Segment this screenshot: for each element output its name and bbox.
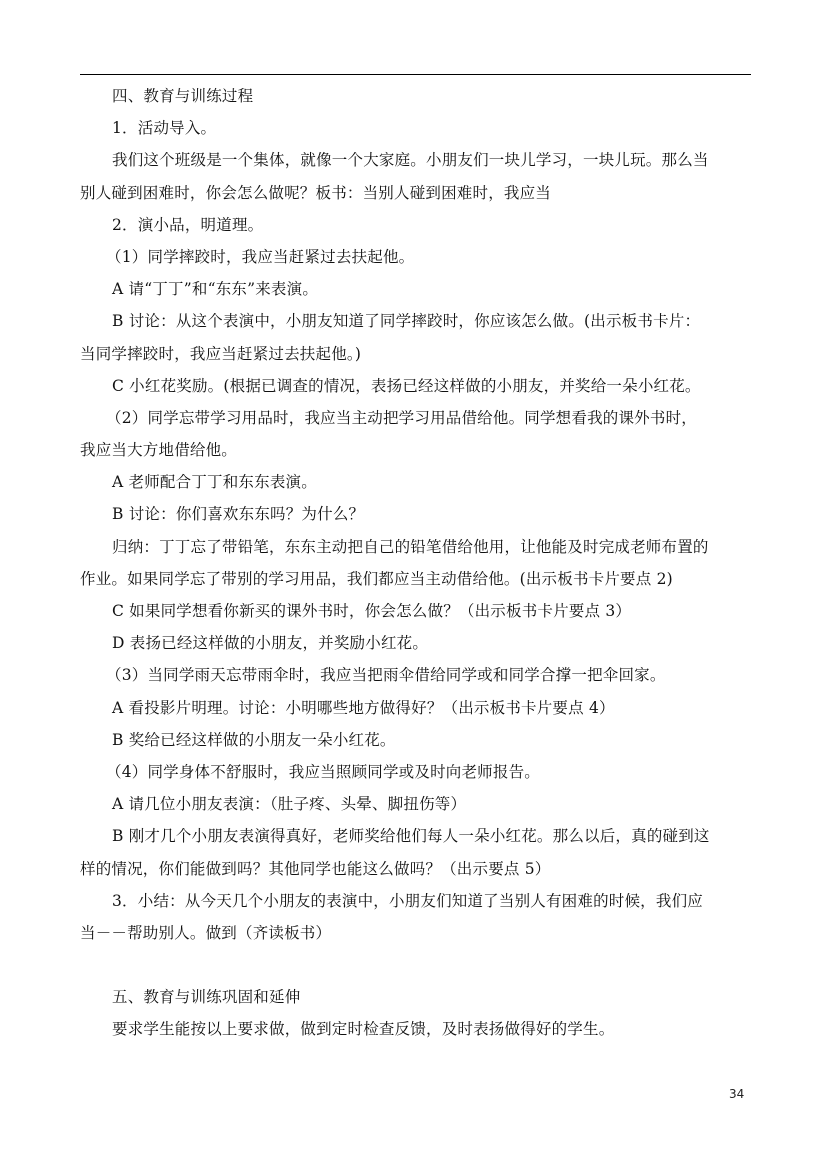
paragraph-line: A 看投影片明理。讨论：小明哪些地方做得好？（出示板书卡片要点 4）	[112, 698, 615, 717]
section-heading-5: 五、教育与训练巩固和延伸	[112, 988, 301, 1007]
paragraph-line: A 请“丁丁”和“东东”来表演。	[112, 280, 319, 299]
paragraph-line: A 请几位小朋友表演：（肚子疼、头晕、脚扭伤等）	[112, 795, 467, 814]
paragraph-line: 2．演小品，明道理。	[112, 215, 264, 234]
header-rule	[80, 74, 751, 75]
paragraph-line: （3）当同学雨天忘带雨伞时，我应当把雨伞借给同学或和同学合撑一把伞回家。	[106, 666, 666, 685]
paragraph-line: 当－－帮助别人。做到（齐读板书）	[80, 923, 332, 942]
paragraph-line: （1）同学摔跤时，我应当赶紧过去扶起他。	[106, 247, 415, 266]
paragraph-line: 要求学生能按以上要求做，做到定时检查反馈，及时表扬做得好的学生。	[112, 1020, 615, 1039]
paragraph-line: 3．小结：从今天几个小朋友的表演中，小朋友们知道了当别人有困难的时候，我们应	[112, 891, 703, 910]
paragraph-line: 作业。如果同学忘了带别的学习用品，我们都应当主动借给他。(出示板书卡片要点 2)	[80, 569, 673, 588]
paragraph-line: 1．活动导入。	[112, 119, 217, 138]
paragraph-line: （4）同学身体不舒服时，我应当照顾同学或及时向老师报告。	[106, 762, 540, 781]
paragraph-line: C 小红花奖励。(根据已调查的情况，表扬已经这样做的小朋友，并奖给一朵小红花。	[112, 376, 701, 395]
paragraph-line: B 讨论：从这个表演中，小朋友知道了同学摔跤时，你应该怎么做。(出示板书卡片：	[112, 312, 701, 331]
section-heading-4: 四、教育与训练过程	[112, 87, 254, 105]
paragraph-line: 别人碰到困难时，你会怎么做呢？板书：当别人碰到困难时，我应当	[80, 183, 552, 202]
paragraph-line: B 奖给已经这样做的小朋友一朵小红花。	[112, 730, 396, 749]
paragraph-line: B 刚才几个小朋友表演得真好，老师奖给他们每人一朵小红花。那么以后，真的碰到这	[112, 827, 710, 846]
paragraph-line: 样的情况，你们能做到吗？其他同学也能这么做吗？（出示要点 5）	[80, 859, 551, 878]
paragraph-line: 当同学摔跤时，我应当赶紧过去扶起他。)	[80, 344, 362, 363]
blank-line	[80, 949, 751, 981]
paragraph-line: 我们这个班级是一个集体，就像一个大家庭。小朋友们一块儿学习，一块儿玩。那么当	[112, 151, 709, 170]
paragraph-line: 我应当大方地借给他。	[80, 441, 238, 460]
paragraph-line: B 讨论：你们喜欢东东吗？为什么？	[112, 505, 365, 524]
document-body	[80, 80, 751, 1046]
paragraph-line: D 表扬已经这样做的小朋友，并奖励小红花。	[112, 634, 429, 653]
page-number: 34	[729, 1087, 745, 1101]
paragraph-line: （2）同学忘带学习用品时，我应当主动把学习用品借给他。同学想看我的课外书时，	[106, 408, 697, 427]
paragraph-line: 归纳：丁丁忘了带铅笔，东东主动把自己的铅笔借给他用，让他能及时完成老师布置的	[112, 537, 709, 556]
paragraph-line: A 老师配合丁丁和东东表演。	[112, 473, 317, 492]
paragraph-line: C 如果同学想看你新买的课外书时，你会怎么做？（出示板书卡片要点 3）	[112, 602, 632, 620]
